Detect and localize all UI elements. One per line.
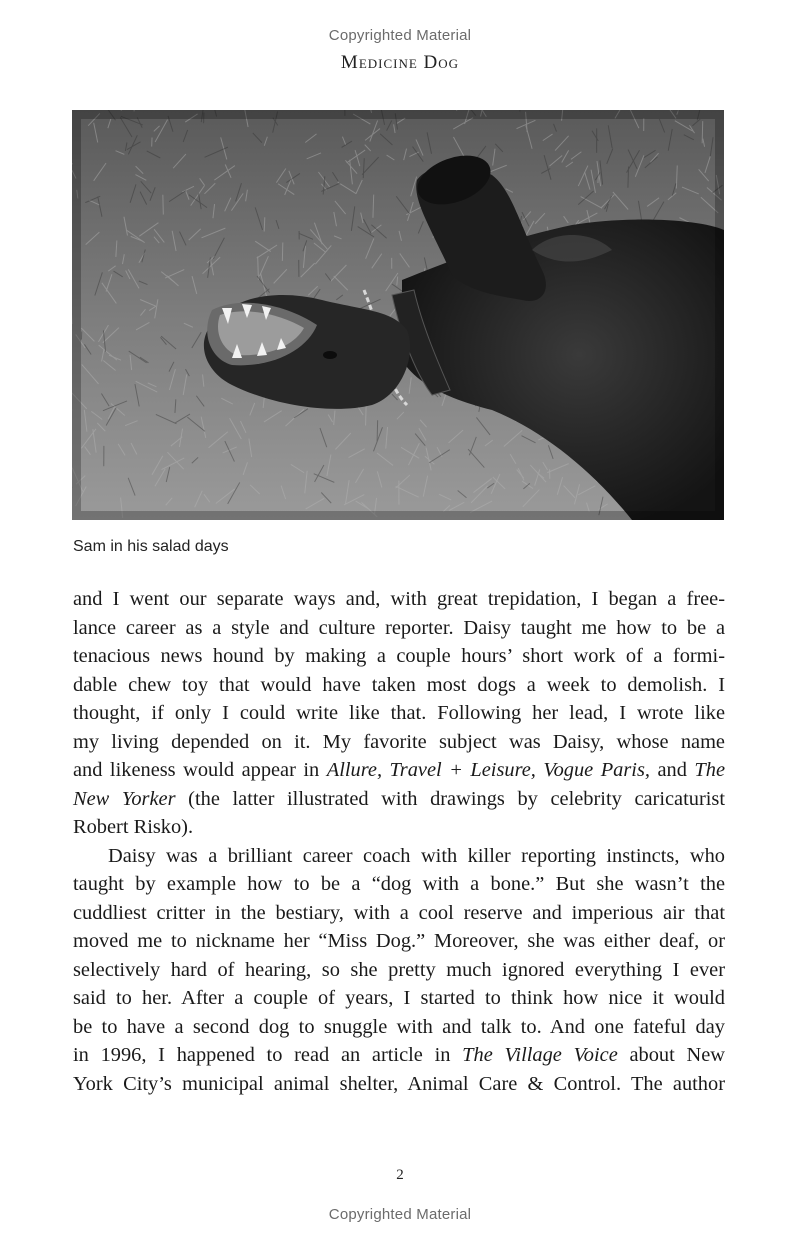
- text-fragment: and likeness would appear in: [73, 759, 327, 781]
- text-line: my living depended on it. My favorite subject was Daisy, whose name: [73, 730, 725, 753]
- publication-titles: Allure, Travel + Leisure, Vogue Paris,: [326, 759, 650, 781]
- text-fragment: about New: [617, 1044, 726, 1066]
- text-line: Daisy was a brilliant career coach with killer reporting instincts, who: [108, 844, 725, 867]
- publication-title-start: The: [694, 759, 726, 781]
- text-line: Robert Risko).: [73, 816, 194, 838]
- text-line: selectively hard of hearing, so she pretty much ignored everything I ever: [73, 958, 725, 981]
- page-number: 2: [396, 1167, 404, 1183]
- text-line-with-italics: [73, 1041, 725, 1070]
- text-line: and I went our separate ways and, with great trepidation, I began a free-: [73, 588, 725, 610]
- body-text: [73, 585, 725, 1098]
- text-fragment: (the latter illustrated with drawings by celebrity caricaturist: [188, 787, 726, 810]
- running-head: Medicine Dog: [340, 52, 460, 73]
- text-line: dable chew toy that would have taken most dogs a week to demolish. I: [73, 673, 725, 696]
- text-fragment: and: [650, 759, 695, 781]
- text-line-with-italics: [73, 756, 725, 785]
- text-line: thought, if only I could write like that. Following her lead, I wrote like: [73, 702, 725, 724]
- publication-title: The Village Voice: [462, 1044, 618, 1066]
- text-line: York City’s municipal animal shelter, Animal Care & Control. The author: [73, 1072, 725, 1095]
- text-line: moved me to nickname her “Miss Dog.” Moreover, she was either deaf, or: [73, 930, 725, 952]
- text-line: lance career as a style and culture reporter. Daisy taught me how to be a: [73, 616, 725, 639]
- text-line: cuddliest critter in the bestiary, with a cool reserve and imperious air that: [73, 901, 725, 924]
- publication-title-end: New Yorker: [73, 787, 176, 810]
- copyright-notice-top: Copyrighted Material: [328, 27, 472, 44]
- dog-photograph: [72, 110, 724, 520]
- text-line: be to have a second dog to snuggle with and talk to. And one fateful day: [73, 1015, 725, 1038]
- text-line: tenacious news hound by making a couple hours’ short work of a formi-: [73, 645, 725, 667]
- photo-caption: Sam in his salad days: [73, 538, 229, 555]
- text-fragment: in 1996, I happened to read an article in: [73, 1044, 463, 1066]
- copyright-notice-bottom: Copyrighted Material: [328, 1206, 472, 1223]
- text-line: said to her. After a couple of years, I started to think how nice it would: [73, 987, 725, 1009]
- text-line: taught by example how to be a “dog with a bone.” But she wasn’t the: [73, 873, 725, 895]
- paragraph-2: [73, 842, 725, 1099]
- text-line-with-italics: [73, 785, 725, 814]
- paragraph-1: [73, 585, 725, 842]
